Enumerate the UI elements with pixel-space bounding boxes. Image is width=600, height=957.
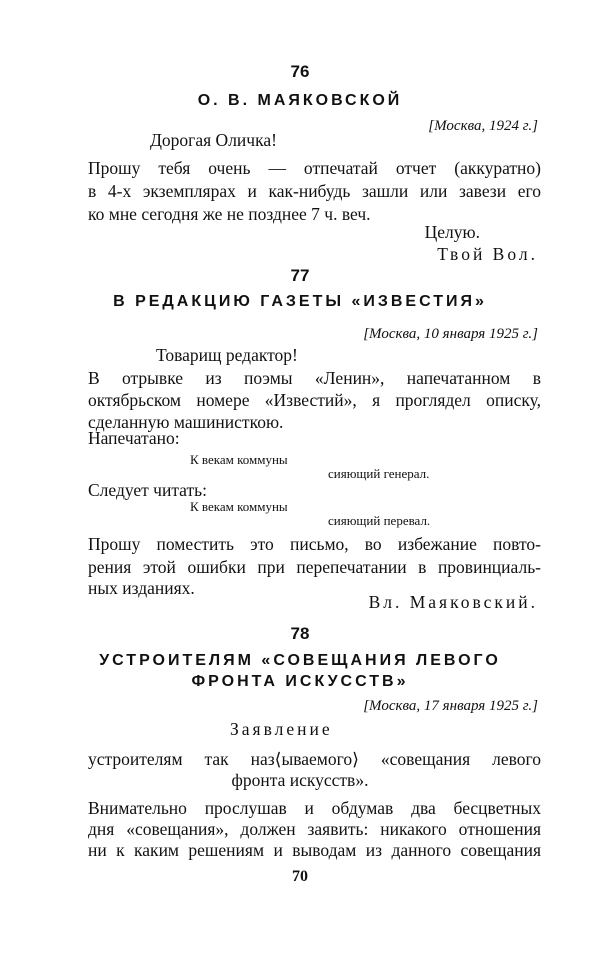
body-line-77-2: октябрьском номере «Известий», я проглядел описку, xyxy=(88,390,541,410)
letter-heading-77: В РЕДАКЦИЮ ГАЗЕТЫ «ИЗВЕСТИЯ» xyxy=(113,293,487,310)
statement-subtitle-line-1: устроителям так наз⟨ываемого⟩ «совещания левого xyxy=(88,749,541,769)
request-line-1: Прошу поместить это письмо, во избежание повто- xyxy=(88,534,541,554)
body-line-78-3: ни к каким решениям и выводам из данного совещания xyxy=(88,840,541,860)
body-line-76-1: Прошу тебя очень — отпечатай отчет (аккуратно) xyxy=(88,158,541,178)
closing-76: Целую. xyxy=(424,222,480,242)
letter-date-77: [Москва, 10 января 1925 г.] xyxy=(363,326,538,342)
page-number: 70 xyxy=(292,868,308,885)
body-line-77-1: В отрывке из поэмы «Ленин», напечатанном в xyxy=(88,368,541,388)
correct-verse-line-1: К векам коммуны xyxy=(190,499,288,514)
printed-verse-line-2: сияющий генерал. xyxy=(328,466,430,481)
correct-label: Следует читать: xyxy=(88,480,207,500)
letter-heading-78-line-1: УСТРОИТЕЛЯМ «СОВЕЩАНИЯ ЛЕВОГО xyxy=(99,652,501,669)
printed-label: Напечатано: xyxy=(88,428,180,448)
printed-verse-line-1: К векам коммуны xyxy=(190,452,288,467)
body-line-77-3: сделанную машинисткою. xyxy=(88,412,284,432)
statement-title: Заявление xyxy=(230,719,333,739)
letter-date-78: [Москва, 17 января 1925 г.] xyxy=(363,698,538,714)
greeting-76: Дорогая Оличка! xyxy=(150,130,277,150)
letter-number-78: 78 xyxy=(290,624,310,643)
request-line-3: ных изданиях. xyxy=(88,578,195,598)
letter-heading-76: О. В. МАЯКОВСКОЙ xyxy=(197,92,403,109)
letter-heading-78-line-2: ФРОНТА ИСКУССТВ» xyxy=(191,673,409,690)
greeting-77: Товарищ редактор! xyxy=(156,345,298,365)
letter-number-76: 76 xyxy=(290,62,310,81)
signature-77: Вл. Маяковский. xyxy=(368,592,538,612)
request-line-2: рения этой ошибки при перепечатании в провинциаль- xyxy=(88,557,541,577)
statement-subtitle-line-2: фронта искусств». xyxy=(231,770,369,790)
body-line-78-2: дня «совещания», должен заявить: никакого отношения xyxy=(88,819,541,839)
correct-verse-line-2: сияющий перевал. xyxy=(328,513,431,528)
body-line-76-2: в 4-х экземплярах и как-нибудь зашли или завези его xyxy=(88,181,541,201)
letter-number-77: 77 xyxy=(290,266,310,285)
body-line-78-1: Внимательно прослушав и обдумав два бесцветных xyxy=(88,798,541,818)
body-line-76-3: ко мне сегодня же не позднее 7 ч. веч. xyxy=(88,204,371,224)
letter-date-76: [Москва, 1924 г.] xyxy=(428,118,538,134)
signature-76: Твой Вол. xyxy=(437,244,538,264)
